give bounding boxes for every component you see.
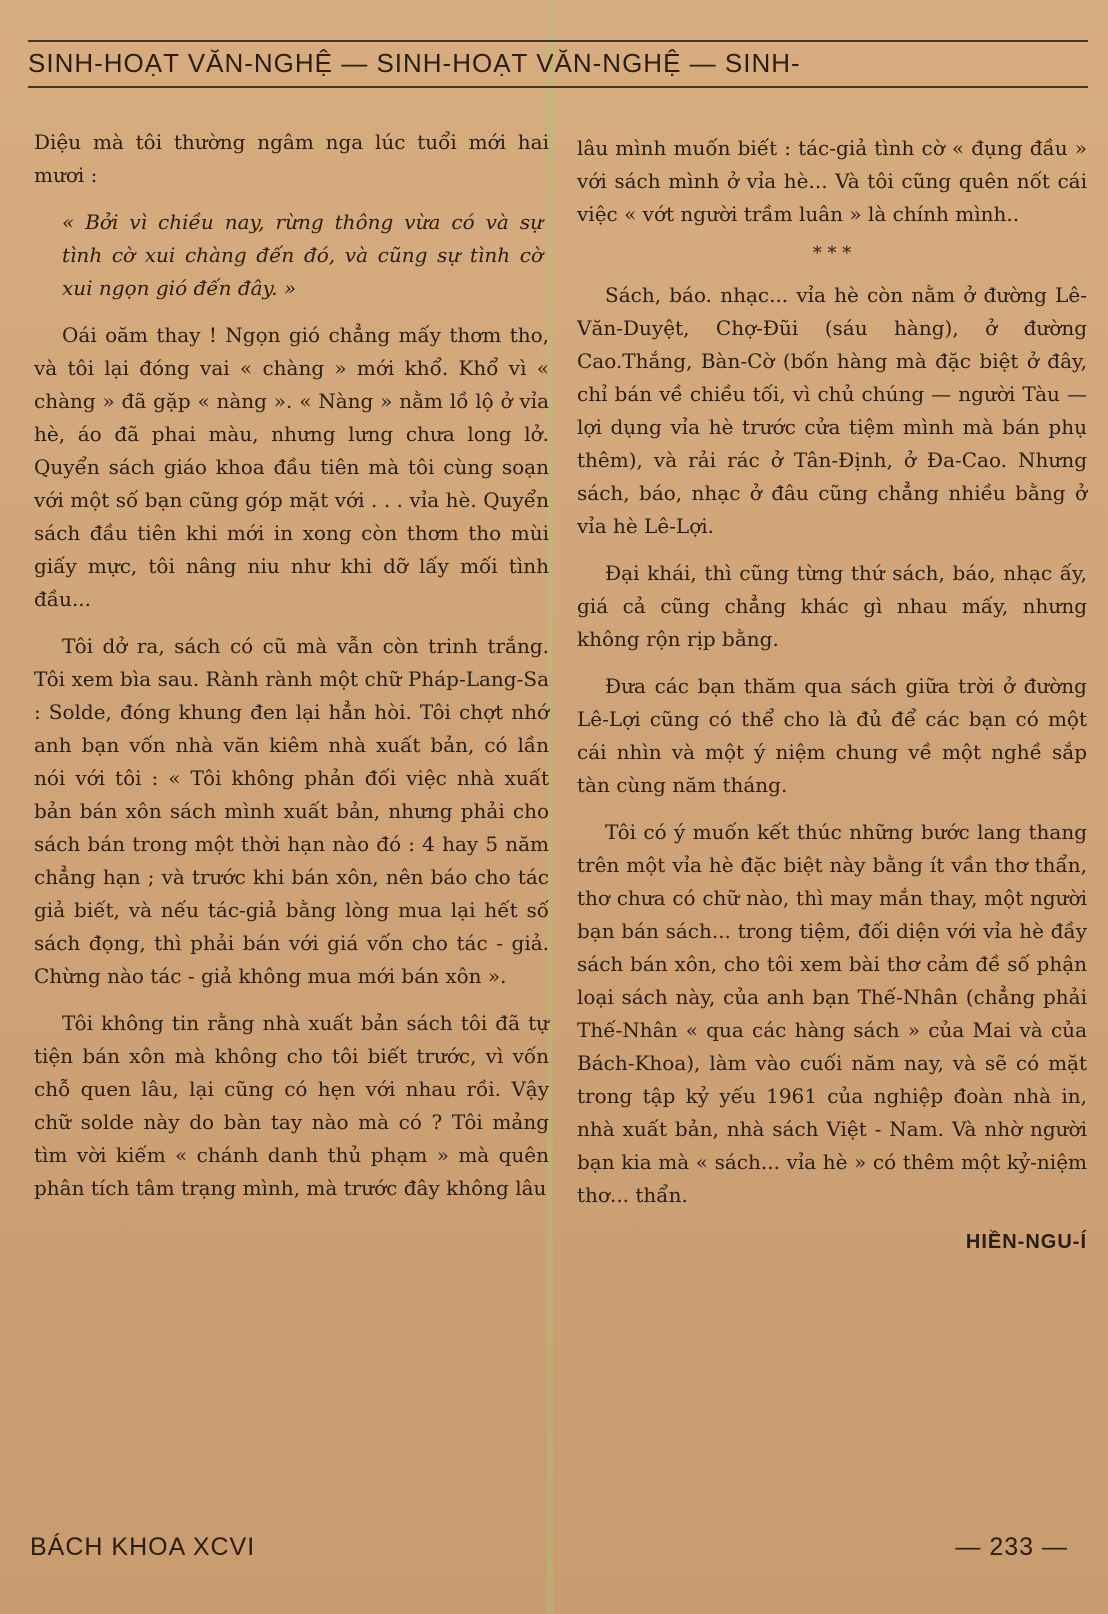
left-column	[34, 126, 549, 1219]
paragraph: Oái oăm thay ! Ngọn gió chẳng mấy thơm tho, và tôi lại đóng vai « chàng » mới khổ. Khổ vì « chàng » đã gặp « nàng ». « Nàng » nằm lồ lộ ở vỉa hè, áo đã phai màu, nhưng lưng chưa long lở. Quyển sách giáo khoa đầu tiên mà tôi cùng soạn với một số bạn cũng góp mặt với . . . vỉa hè. Quyển sách đầu tiên khi mới in xong còn thơm tho mùi giấy mực, tôi nâng niu như khi dỡ lấy mối tình đầu...	[34, 323, 549, 611]
paragraph: Diệu mà tôi thường ngâm nga lúc tuổi mới hai mươi :	[34, 130, 549, 187]
running-title: SINH-HOẠT VĂN-NGHỆ — SINH-HOẠT VĂN-NGHỆ — SINH-	[28, 48, 801, 78]
paragraph: Đại khái, thì cũng từng thứ sách, báo, nhạc ấy, giá cả cũng chẳng khác gì nhau mấy, nhưng không rộn rịp bằng.	[577, 561, 1087, 651]
paragraph: Tôi dở ra, sách có cũ mà vẫn còn trinh trắng. Tôi xem bìa sau. Rành rành một chữ Pháp-Lang-Sa : Solde, đóng khung đen lại hẳn hòi. Tôi chợt nhớ anh bạn vốn nhà văn kiêm nhà xuất bản, có lần nói với tôi : « Tôi không phản đối việc nhà xuất bản bán xôn sách mình xuất bản, nhưng phải cho sách bán trong một thời hạn nào đó : 4 hay 5 năm chẳng hạn ; và trước khi bán xôn, nên báo cho tác giả biết, và nếu tác-giả bằng lòng mua lại hết số sách đọng, thì phải bán với giá vốn cho tác - giả. Chừng nào tác - giả không mua mới bán xôn ».	[34, 634, 549, 988]
author-signature: HIỀN-NGU-Í	[965, 1231, 1087, 1253]
header-rule-top	[28, 40, 1088, 42]
right-column	[577, 132, 1087, 1259]
paragraph: Tôi không tin rằng nhà xuất bản sách tôi đã tự tiện bán xôn mà không cho tôi biết trước, vì vốn chỗ quen lâu, lại cũng có hẹn với nhau rồi. Vậy chữ solde này do bàn tay nào mà có ? Tôi mảng tìm vời kiếm « chánh danh thủ phạm » mà quên phân tích tâm trạng mình, mà trước đây không lâu	[34, 1011, 549, 1200]
paragraph: Sách, báo. nhạc... vỉa hè còn nằm ở đường Lê-Văn-Duyệt, Chợ-Đũi (sáu hàng), ở đường Cao.Thắng, Bàn-Cờ (bốn hàng mà đặc biệt ở đây, chỉ bán về chiều tối, vì chủ chúng — người Tàu — lợi dụng vỉa hè trước cửa tiệm mình mà bán phụ thêm), và rải rác ở Tân-Định, ở Đa-Cao. Nhưng sách, báo, nhạc ở đâu cũng chẳng nhiều bằng ở vỉa hè Lê-Lợi.	[577, 283, 1087, 538]
header-rule-bottom	[28, 86, 1088, 88]
paragraph: Đưa các bạn thăm qua sách giữa trời ở đường Lê-Lợi cũng có thể cho là đủ để các bạn có một cái nhìn và một ý niệm chung về một nghề sắp tàn cùng năm tháng.	[577, 674, 1087, 797]
section-separator-stars: * * *	[812, 243, 852, 264]
paragraph: lâu mình muốn biết : tác-giả tình cờ « đụng đầu » với sách mình ở vỉa hè... Và tôi cũng quên nốt cái việc « vớt người trầm luân » là chính mình..	[577, 136, 1087, 226]
running-header	[28, 40, 1088, 92]
footer-magazine-name: BÁCH KHOA XCVI	[30, 1533, 256, 1561]
paragraph: Tôi có ý muốn kết thúc những bước lang thang trên một vỉa hè đặc biệt này bằng ít vần thơ thẩn, thơ chưa có chữ nào, thì may mắn thay, một người bạn bán sách... trong tiệm, đối diện với vỉa hè đầy sách bán xôn, cho tôi xem bài thơ cảm đề số phận loại sách này, của anh bạn Thế-Nhân (chẳng phải Thế-Nhân « qua các hàng sách » của Mai và của Bách-Khoa), làm vào cuối năm nay, và sẽ có mặt trong tập kỷ yếu 1961 của nghiệp đoàn nhà in, nhà xuất bản, nhà sách Việt - Nam. Và nhờ người bạn kia mà « sách... vỉa hè » có thêm một kỷ-niệm thơ... thẩn.	[577, 820, 1087, 1207]
footer-page-number: — 233 —	[955, 1533, 1068, 1561]
quoted-passage: « Bởi vì chiều nay, rừng thông vừa có và sự tình cờ xui chàng đến đó, và cũng sự tình cờ xui ngọn gió đến đây. »	[62, 210, 543, 300]
